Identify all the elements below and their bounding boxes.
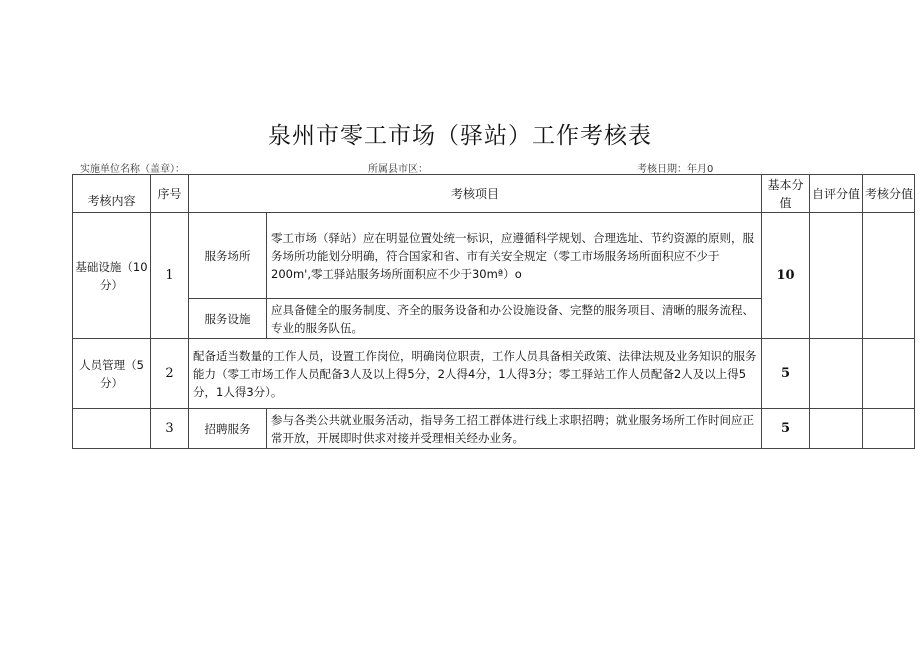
row-content: 人员管理（5分） bbox=[73, 339, 151, 409]
sub-item-text: 应具备健全的服务制度、齐全的服务设备和办公设施设备、完整的服务项目、清晰的服务流程、专业的服务队伍。 bbox=[267, 299, 762, 339]
check-score-cell bbox=[863, 339, 915, 409]
header-seq: 序号 bbox=[151, 175, 189, 213]
unit-name-label: 实施单位名称（盖章）： bbox=[80, 164, 185, 175]
header-row bbox=[73, 175, 915, 213]
sub-item-name: 招聘服务 bbox=[189, 409, 267, 449]
header-content: 考核内容 bbox=[73, 175, 151, 213]
base-score: 5 bbox=[762, 339, 810, 409]
page-title: 泉州市零工市场（驿站）工作考核表 bbox=[268, 123, 652, 149]
self-score-cell bbox=[810, 213, 863, 339]
header-self-score: 自评分值 bbox=[810, 175, 863, 213]
sub-item-name: 服务场所 bbox=[189, 213, 267, 299]
header-item: 考核项目 bbox=[189, 175, 762, 213]
self-score-cell bbox=[810, 409, 863, 449]
self-score-cell bbox=[810, 339, 863, 409]
header-base-score: 基本分值 bbox=[762, 175, 810, 213]
row-item-text: 配备适当数量的工作人员，设置工作岗位，明确岗位职责，工作人员具备相关政策、法律法规及业务知识的服务能力（零工市场工作人员配备3人及以上得5分，2人得4分，1人得3分；零工驿站工作人员配备2人及以上得5分，1人得3分）。 bbox=[189, 339, 762, 409]
row-seq: 3 bbox=[151, 409, 189, 449]
assessment-table bbox=[72, 174, 915, 449]
base-score: 5 bbox=[762, 409, 810, 449]
table-row bbox=[73, 213, 915, 299]
sub-item-name: 服务设施 bbox=[189, 299, 267, 339]
row-seq: 2 bbox=[151, 339, 189, 409]
assessment-date-label: 考核日期：年月0 bbox=[637, 164, 714, 175]
table-row bbox=[73, 339, 915, 409]
header-check-score: 考核分值 bbox=[863, 175, 915, 213]
county-label: 所属县市区： bbox=[368, 164, 428, 175]
check-score-cell bbox=[863, 213, 915, 339]
table-row bbox=[73, 409, 915, 449]
row-content: 基础设施（10分） bbox=[73, 213, 151, 339]
base-score: 10 bbox=[762, 213, 810, 339]
row-content bbox=[73, 409, 151, 449]
sub-item-text: 零工市场（驿站）应在明显位置处统一标识，应遵循科学规划、合理选址、节约资源的原则，服务场所功能划分明确，符合国家和省、市有关安全规定（零工市场服务场所面积应不少于200m',零工驿站服务场所面积应不少于30mª）o bbox=[267, 213, 762, 299]
check-score-cell bbox=[863, 409, 915, 449]
sub-item-text: 参与各类公共就业服务活动，指导务工招工群体进行线上求职招聘；就业服务场所工作时间应正常开放，开展即时供求对接并受理相关经办业务。 bbox=[267, 409, 762, 449]
row-seq: 1 bbox=[151, 213, 189, 339]
